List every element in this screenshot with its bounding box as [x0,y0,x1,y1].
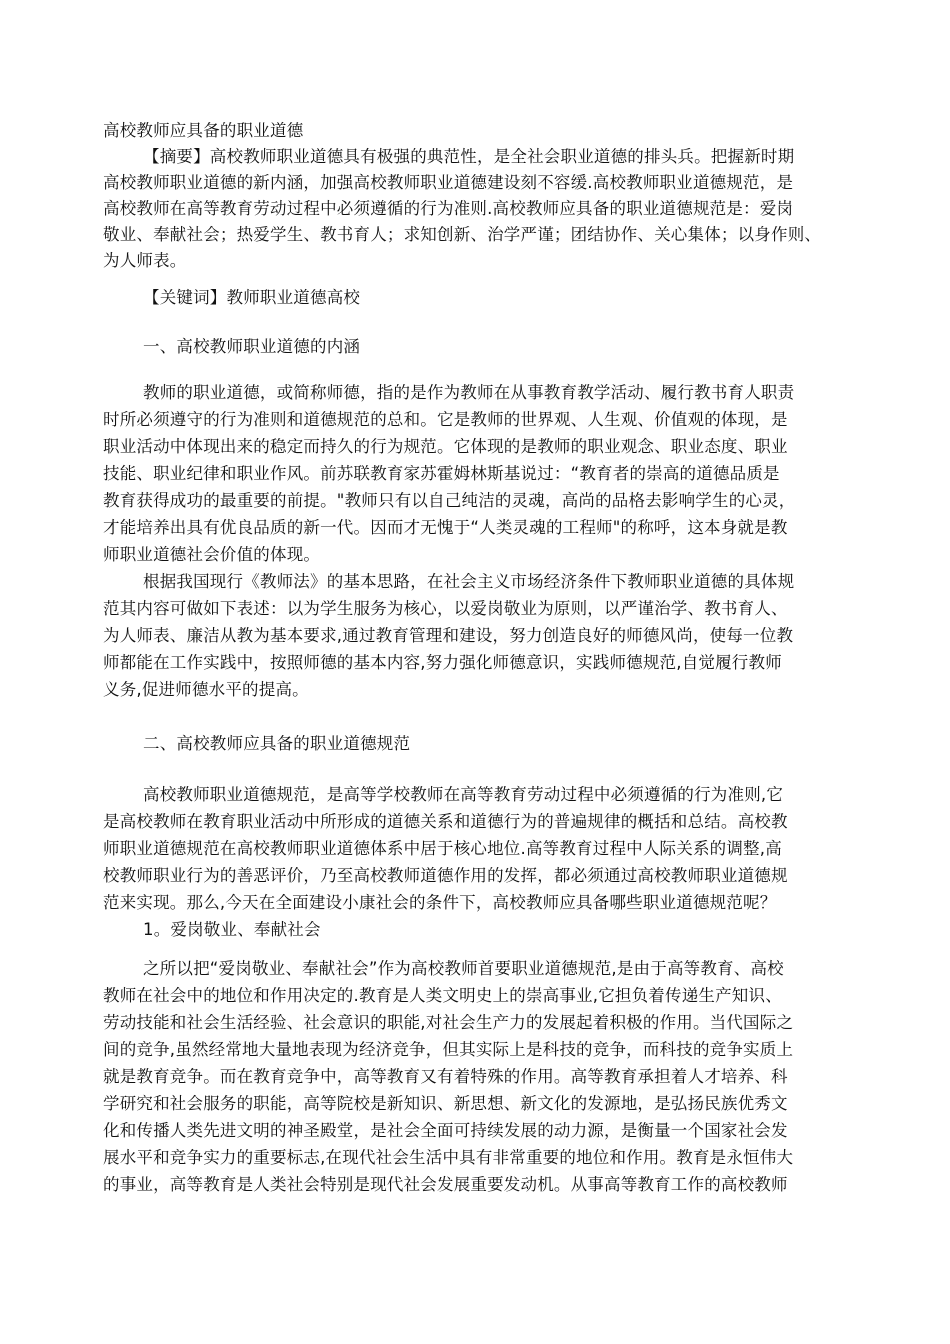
text-line: 劳动技能和社会生活经验、社会意识的职能,对社会生产力的发展起着积极的作用。当代国际之 [103,1013,794,1032]
text-line: 技能、职业纪律和职业作风。前苏联教育家苏霍姆林斯基说过：“教育者的崇高的道德品质是 [103,464,780,483]
text-line: 就是教育竞争。而在教育竞争中，高等教育又有着特殊的作用。高等教育承担着人才培养、科 [103,1067,788,1086]
text-line: 为人师表。 [103,251,187,270]
text-line: 高校教师在高等教育劳动过程中必须遵循的行为准则.高校教师应具备的职业道德规范是：爱岗 [103,199,794,218]
text-line: 间的竞争,虽然经常地大量地表现为经济竞争，但其实际上是科技的竞争，而科技的竞争实质上 [103,1040,794,1059]
text-line: 【摘要】高校教师职业道德具有极强的典范性，是全社会职业道德的排头兵。把握新时期 [143,147,795,166]
text-line: 是高校教师在教育职业活动中所形成的道德关系和道德行为的普遍规律的概括和总结。高校教 [103,812,788,831]
text-line: 敬业、奉献社会；热爱学生、教书育人；求知创新、治学严谨；团结协作、关心集体；以身作则、 [103,225,822,244]
text-line: 教育获得成功的最重要的前提。"教师只有以自己纯洁的灵魂，高尚的品格去影响学生的心灵， [103,491,796,510]
text-line: 之所以把“爱岗敬业、奉献社会”作为高校教师首要职业道德规范,是由于高等教育、高校 [143,959,784,978]
text-line: 学研究和社会服务的职能，高等院校是新知识、新思想、新文化的发源地，是弘扬民族优秀文 [103,1094,788,1113]
text-line: 高校教师职业道德的新内涵，加强高校教师职业道德建设刻不容缓.高校教师职业道德规范，是 [103,173,794,192]
text-line: 根据我国现行《教师法》的基本思路，在社会主义市场经济条件下教师职业道德的具体规 [143,572,795,591]
text-line: 高校教师职业道德规范，是高等学校教师在高等教育劳动过程中必须遵循的行为准则,它 [143,785,784,804]
section-heading: 二、高校教师应具备的职业道德规范 [143,734,411,753]
text-line: 师都能在工作实践中，按照师德的基本内容,努力强化师德意识，实践师德规范,自觉履行教师 [103,653,782,672]
text-line: 教师的职业道德，或简称师德，指的是作为教师在从事教育教学活动、履行教书育人职责 [143,383,795,402]
text-line: 校教师职业行为的善恶评价，乃至高校教师道德作用的发挥，都必须通过高校教师职业道德规 [103,866,788,885]
section-heading: 一、高校教师职业道德的内涵 [143,337,361,356]
text-line: 展水平和竞争实力的重要标志,在现代社会生活中具有非常重要的地位和作用。教育是永恒伟大 [103,1148,794,1167]
document-title: 高校教师应具备的职业道德 [103,121,304,140]
text-line: 范来实现。那么,今天在全面建设小康社会的条件下，高校教师应具备哪些职业道德规范呢？ [103,893,777,912]
text-line: 范其内容可做如下表述：以为学生服务为核心，以爱岗敬业为原则，以严谨治学、教书育人、 [103,599,788,618]
text-line: 才能培养出具有优良品质的新一代。因而才无愧于“人类灵魂的工程师"的称呼，这本身就是教 [103,518,788,537]
text-line: 化和传播人类先进文明的神圣殿堂，是社会全面可持续发展的动力源，是衡量一个国家社会发 [103,1121,788,1140]
text-line: 师职业道德社会价值的体现。 [103,545,321,564]
text-line: 师职业道德规范在高校教师职业道德体系中居于核心地位.高等教育过程中人际关系的调整,高 [103,839,782,858]
text-line: 为人师表、廉洁从教为基本要求,通过教育管理和建设，努力创造良好的师德风尚，使每一位教 [103,626,794,645]
text-line: 教师在社会中的地位和作用决定的.教育是人类文明史上的崇高事业,它担负着传递生产知识、 [103,986,782,1005]
keywords-line: 【关键词】教师职业道德高校 [143,288,361,307]
text-line: 的事业，高等教育是人类社会特别是现代社会发展重要发动机。从事高等教育工作的高校教师 [103,1175,788,1194]
text-line: 义务,促进师德水平的提高。 [103,680,309,699]
subsection-heading: 1。爱岗敬业、奉献社会 [143,920,321,939]
text-line: 时所必须遵守的行为准则和道德规范的总和。它是教师的世界观、人生观、价值观的体现，是 [103,410,788,429]
text-line: 职业活动中体现出来的稳定而持久的行为规范。它体现的是教师的职业观念、职业态度、职业 [103,437,788,456]
